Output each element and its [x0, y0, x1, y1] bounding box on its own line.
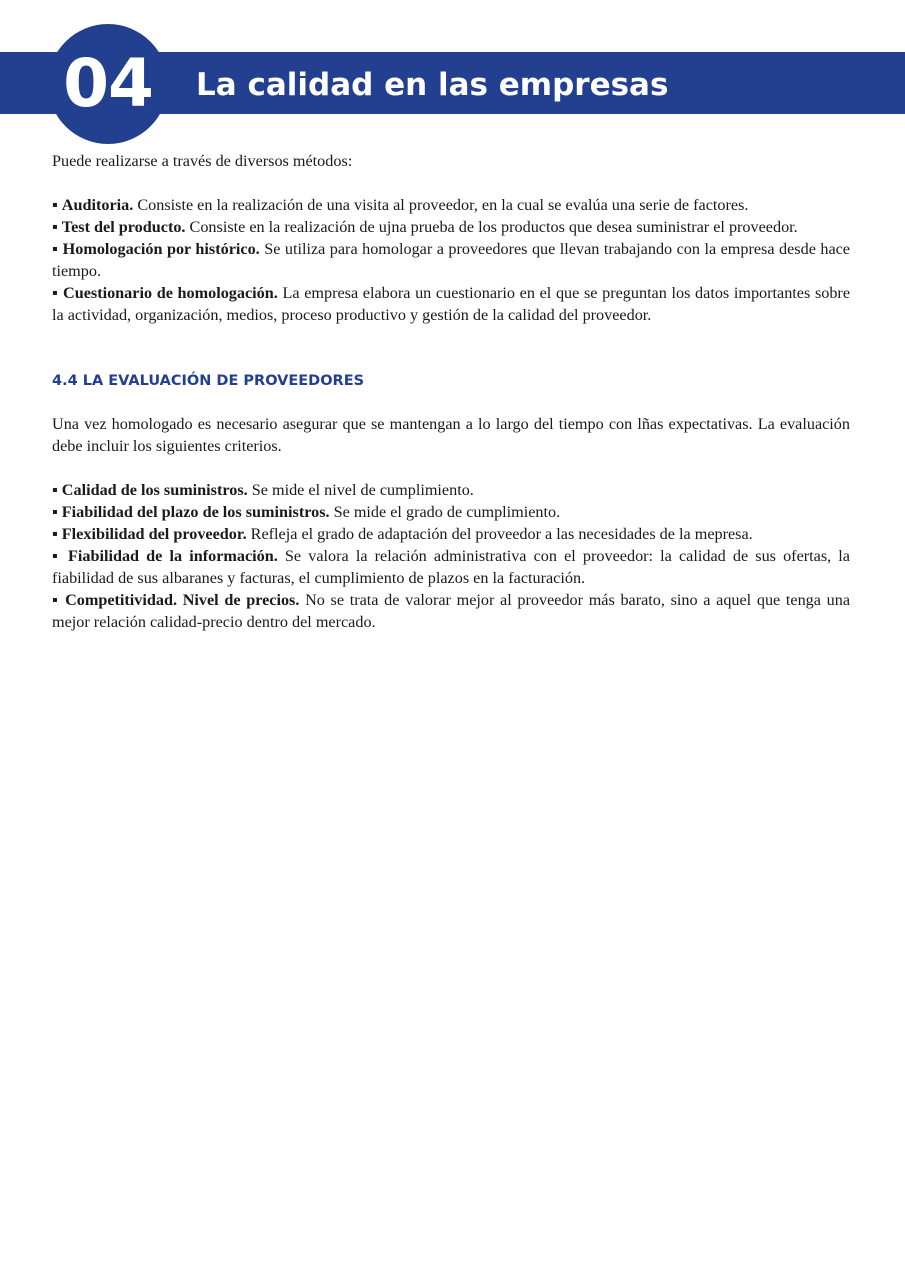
- criteria-item: [52, 545, 850, 589]
- method-item: [52, 216, 850, 238]
- method-term: Homologación por histórico.: [62, 240, 260, 258]
- bullet-icon: ▪: [52, 547, 61, 565]
- criteria-term: Fiabilidad de la información.: [67, 547, 278, 565]
- criteria-term: Calidad de los suministros.: [61, 481, 248, 499]
- page-content: [52, 150, 850, 633]
- method-description: Se utiliza para homologar a proveedores que llevan trabajando con la empresa desde hace tiempo.: [52, 240, 850, 280]
- criteria-description: No se trata de valorar mejor al proveedor más barato, sino a aquel que tenga una mejor relación calidad-precio dentro del mercado.: [52, 591, 851, 631]
- bullet-icon: ▪: [52, 284, 59, 302]
- chapter-title: La calidad en las empresas: [196, 67, 669, 103]
- method-item: [52, 238, 850, 282]
- methods-intro: Puede realizarse a través de diversos métodos:: [52, 152, 353, 170]
- criteria-term: Flexibilidad del proveedor.: [61, 525, 247, 543]
- bullet-icon: ▪: [52, 196, 58, 214]
- method-description: Consiste en la realización de ujna prueba de los productos que desea suministrar el proveedor.: [185, 218, 798, 236]
- method-term: Cuestionario de homologación.: [63, 284, 278, 302]
- criteria-description: Refleja el grado de adaptación del proveedor a las necesidades de la mepresa.: [246, 525, 753, 543]
- bullet-icon: ▪: [52, 525, 58, 543]
- criteria-description: Se mide el grado de cumplimiento.: [329, 503, 561, 521]
- method-term: Test del producto.: [61, 218, 186, 236]
- bullet-icon: ▪: [52, 481, 58, 499]
- bullet-icon: ▪: [52, 218, 58, 236]
- section-heading: 4.4 LA EVALUACIÓN DE PROVEEDORES: [52, 373, 365, 389]
- method-item: [52, 194, 850, 216]
- method-term: Auditoria.: [61, 196, 134, 214]
- chapter-number: 04: [63, 45, 153, 122]
- criteria-term: Fiabilidad del plazo de los suministros.: [61, 503, 330, 521]
- criteria-description: Se valora la relación administrativa con el proveedor: la calidad de sus ofertas, la fiabilidad de sus albaranes y facturas, el cumplimiento de plazos en la facturación.: [52, 547, 850, 587]
- method-description: La empresa elabora un cuestionario en el que se preguntan los datos importantes sobre la actividad, organización, medios, proceso productivo y gestión de la calidad del proveedor.: [52, 284, 851, 324]
- criteria-term: Competitividad. Nivel de precios.: [65, 591, 300, 609]
- method-item: [52, 282, 850, 326]
- section-intro: Una vez homologado es necesario asegurar que se mantengan a lo largo del tiempo con lñas expectativas. La evaluación debe incluir los siguientes criterios.: [52, 415, 850, 455]
- method-description: Consiste en la realización de una visita al proveedor, en la cual se evalúa una serie de factores.: [133, 196, 749, 214]
- criteria-description: Se mide el nivel de cumplimiento.: [247, 481, 474, 499]
- criteria-item: [52, 479, 850, 501]
- bullet-icon: ▪: [52, 240, 59, 258]
- criteria-item: [52, 589, 850, 633]
- criteria-item: [52, 523, 850, 545]
- bullet-icon: ▪: [52, 591, 60, 609]
- criteria-item: [52, 501, 850, 523]
- bullet-icon: ▪: [52, 503, 58, 521]
